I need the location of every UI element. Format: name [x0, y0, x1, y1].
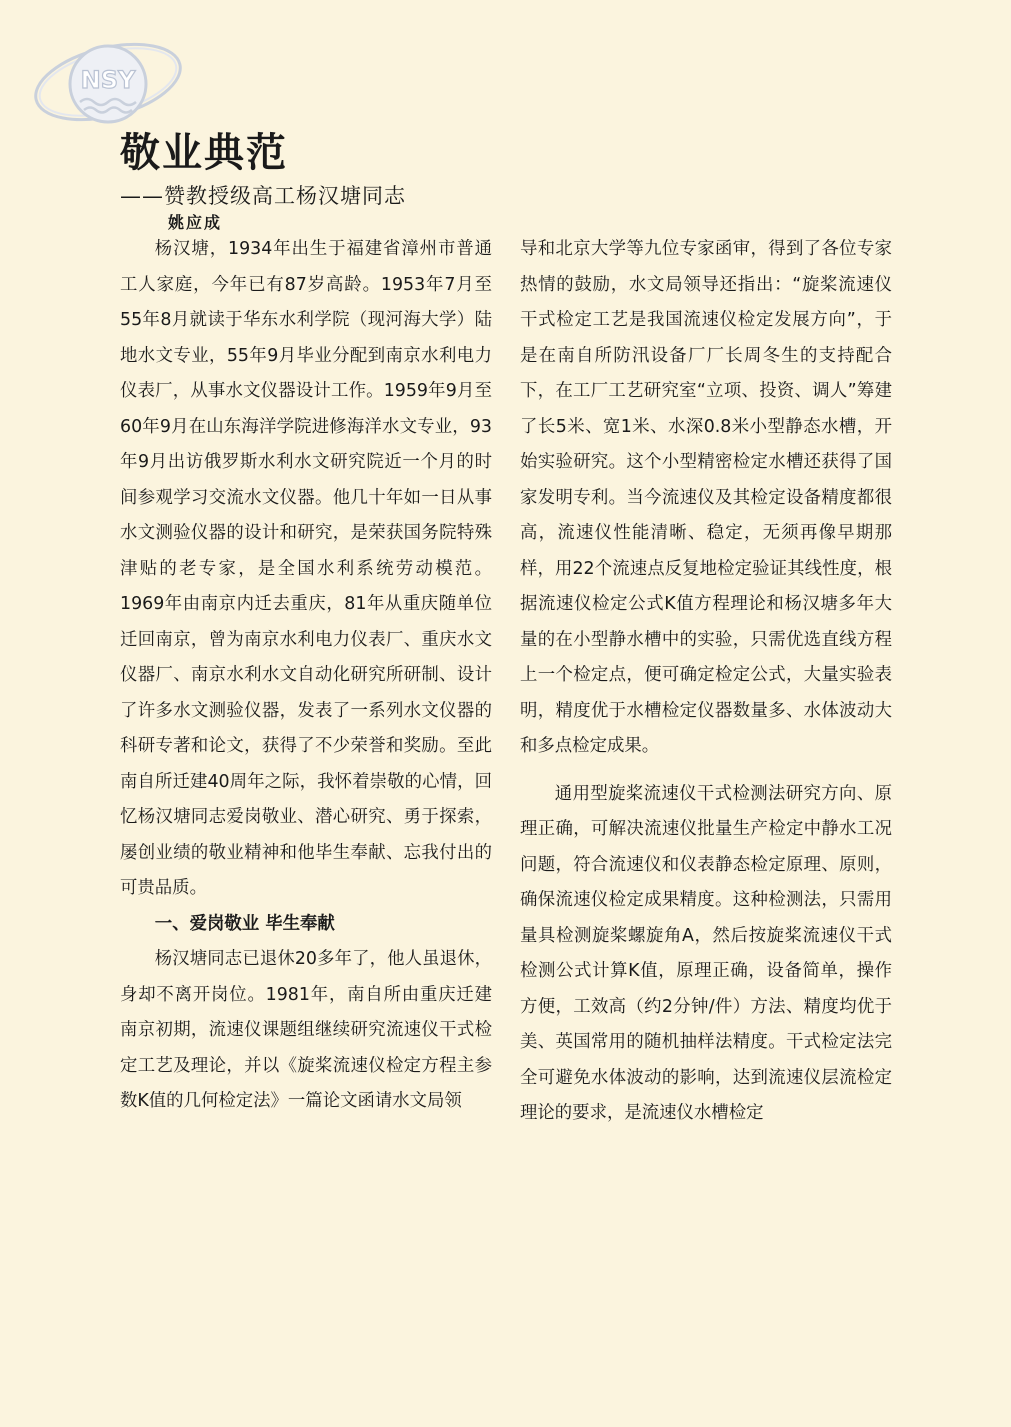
nsy-logo-icon — [28, 26, 188, 136]
article-subtitle: ——赞教授级高工杨汉塘同志 — [120, 184, 406, 208]
paragraph: 杨汉塘同志已退休20多年了，他人虽退休，身却不离开岗位。1981年，南自所由重庆迁建南京初期，流速仪课题组继续研究流速仪干式检定工艺及理论，并以《旋桨流速仪检定方程主参数K值的几何检定法》一篇论文函请水文局领 — [120, 949, 492, 1111]
logo-text: NSY — [80, 66, 136, 94]
article-title: 敬业典范 — [120, 129, 288, 176]
section-heading: 一、爱岗敬业 毕生奉献 — [154, 913, 335, 934]
article-author: 姚应成 — [168, 213, 223, 232]
paragraph: 通用型旋桨流速仪干式检测法研究方向、原理正确，可解决流速仪批量生产检定中静水工况问题，符合流速仪和仪表静态检定原理、原则，确保流速仪检定成果精度。这种检测法，只需用量具检测旋桨螺旋角A，然后按旋桨流速仪干式检测公式计算K值，原理正确，设备简单，操作方便，工效高（约2分钟/件）方法、精度均优于美、英国常用的随机抽样法精度。干式检定法完全可避免水体波动的影响，达到流速仪层流检定理论的要求，是流速仪水槽检定 — [520, 783, 892, 1123]
paragraph: 杨汉塘，1934年出生于福建省漳州市普通工人家庭，今年已有87岁高龄。1953年7月至55年8月就读于华东水利学院（现河海大学）陆地水文专业，55年9月毕业分配到南京水利电力仪表厂，从事水文仪器设计工作。1959年9月至60年9月在山东海洋学院进修海洋水文专业，93年9月出访俄罗斯水利水文研究院近一个月的时间参观学习交流水文仪器。他几十年如一日从事水文测验仪器的设计和研究，是荣获国务院特殊津贴的老专家，是全国水利系统劳动模范。1969年由南京内迁去重庆，81年从重庆随单位迁回南京，曾为南京水利电力仪表厂、重庆水文仪器厂、南京水利水文自动化研究所研制、设计了许多水文测验仪器，发表了一系列水文仪器的科研专著和论文，获得了不少荣誉和奖励。至此南自所迁建40周年之际，我怀着崇敬的心情，回忆杨汉塘同志爱岗敬业、潜心研究、勇于探索，屡创业绩的敬业精神和他毕生奉献、忘我付出的可贵品质。 — [120, 239, 492, 898]
left-column — [120, 232, 492, 1120]
right-column — [520, 232, 892, 1132]
paragraph: 导和北京大学等九位专家函审，得到了各位专家热情的鼓励，水文局领导还指出：“旋桨流速仪干式检定工艺是我国流速仪检定发展方向”，于是在南自所防汛设备厂厂长周冬生的支持配合下，在工厂工艺研究室“立项、投资、调人”筹建了长5米、宽1米、水深0.8米小型静态水槽，开始实验研究。这个小型精密检定水槽还获得了国家发明专利。当今流速仪及其检定设备精度都很高，流速仪性能清晰、稳定，无须再像早期那样，用22个流速点反复地检定验证其线性度，根据流速仪检定公式K值方程理论和杨汉塘多年大量的在小型静水槽中的实验，只需优选直线方程上一个检定点，便可确定检定公式，大量实验表明，精度优于水槽检定仪器数量多、水体波动大和多点检定成果。 — [520, 239, 892, 756]
